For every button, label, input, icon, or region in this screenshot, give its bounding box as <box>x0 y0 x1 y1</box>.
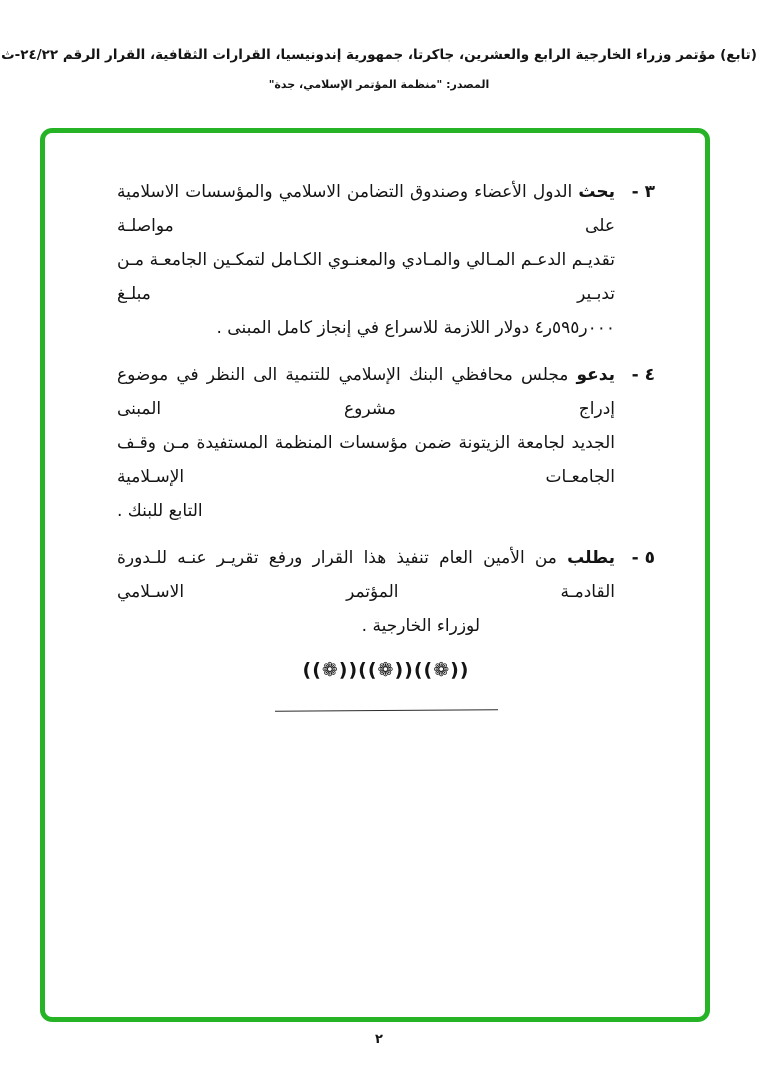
green-resolution-frame <box>40 128 710 1022</box>
item-line: لوزراء الخارجية . <box>361 616 480 636</box>
header-source: المصدر: "منظمة المؤتمر الإسلامي، جدة" <box>268 78 490 91</box>
item-line: يطلب من الأمين العام تنفيذ هذا القرار ورفع تقريـر عنـه للـدورة القادمـة المؤتمر الاسـلامي <box>117 548 616 602</box>
divider-line <box>274 709 497 712</box>
item-keyword: يدعو <box>576 365 615 385</box>
item-text <box>117 541 615 643</box>
item-number: ٥ - <box>631 548 655 568</box>
item-line: ٠٠٠ر٥٩٥ر٤ دولار اللازمة للاسراع في إنجاز كامل المبنى . <box>216 318 615 338</box>
item-keyword: يطلب <box>567 548 616 568</box>
resolution-item-4 <box>117 358 655 528</box>
page-header <box>0 44 758 91</box>
resolution-item-3 <box>117 175 655 345</box>
item-text <box>117 358 615 528</box>
ornament-separator: ((❁))((❁))((❁)) <box>302 659 470 681</box>
item-line: يحث الدول الأعضاء وصندوق التضامن الاسلامي والمؤسسات الاسلامية على مواصلـة <box>117 182 615 236</box>
item-number: ٤ - <box>631 365 655 385</box>
item-line: الجديد لجامعة الزيتونة ضمن مؤسسات المنظمة المستفيدة مـن وقـف الجامعـات الإسـلامية <box>117 433 615 487</box>
item-line: يدعو مجلس محافظي البنك الإسلامي للتنمية الى النظر في موضوع إدراج مشروع المبنى <box>117 365 615 419</box>
item-line: التابع للبنك . <box>117 501 203 521</box>
item-keyword: يحث <box>578 182 615 202</box>
resolution-item-5 <box>117 541 655 643</box>
item-line: تقديـم الدعـم المـالي والمـادي والمعنـوي الكـامل لتمكـين الجامعـة مـن تدبـير مبلـغ <box>117 250 615 304</box>
item-text <box>117 175 615 345</box>
item-number: ٣ - <box>631 182 655 202</box>
header-title: (تابع) مؤتمر وزراء الخارجية الرابع والعشرين، جاكرتا، جمهورية إندونيسيا، القرارات الثقافية، القرار الرقم ٢٤/٢٢-ث <box>1 47 757 63</box>
page-number: ٢ <box>375 1032 383 1047</box>
